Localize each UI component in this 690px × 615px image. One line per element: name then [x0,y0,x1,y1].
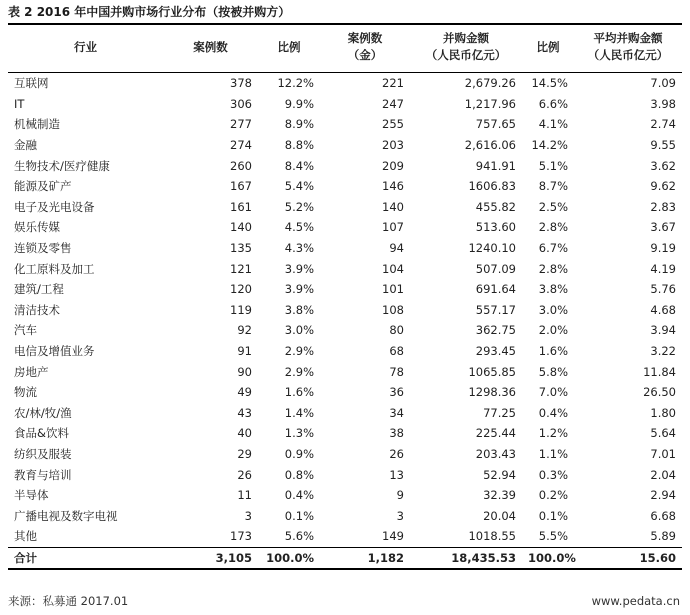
cell-disclosed-count: 255 [382,117,404,132]
cell-amount: 2,616.06 [464,138,516,153]
cell-amount: 557.17 [475,302,516,317]
cell-industry: 广播电视及数字电视 [14,508,118,523]
cell-disclosed-count: 247 [382,96,404,111]
header-disclosed-line2: （金） [347,48,383,62]
cell-case-ratio: 1.4% [284,405,314,420]
cell-case-count: 260 [230,158,252,173]
cell-case-ratio: 5.6% [284,529,314,544]
cell-case-count: 167 [230,179,252,194]
cell-disclosed-count: 78 [389,364,404,379]
cell-disclosed-count: 26 [389,446,404,461]
cell-case-ratio: 8.9% [284,117,314,132]
cell-amount: 1298.36 [468,385,516,400]
cell-average: 2.04 [650,467,676,482]
cell-disclosed-count: 149 [382,529,404,544]
cell-industry: 纺织及服装 [14,446,72,461]
total-cases: 3,105 [163,547,258,569]
table-row [8,197,682,218]
table-row [8,114,682,135]
total-amount-ratio: 100.0% [522,547,574,569]
cell-disclosed-count: 38 [389,426,404,441]
cell-disclosed-count: 146 [382,179,404,194]
total-amount: 18,435.53 [410,547,522,569]
cell-case-count: 49 [237,385,252,400]
header-disclosed-count [320,24,410,73]
table-row [8,73,682,94]
cell-case-count: 119 [230,302,252,317]
cell-average: 5.76 [650,282,676,297]
cell-amount: 20.04 [483,508,516,523]
table-body [8,73,682,548]
cell-amount-ratio: 5.5% [538,529,568,544]
cell-industry: 建筑/工程 [14,282,64,297]
cell-case-ratio: 9.9% [284,96,314,111]
cell-industry: 物流 [14,385,37,400]
cell-average: 6.68 [650,508,676,523]
cell-case-count: 26 [237,467,252,482]
cell-case-count: 3 [244,508,252,523]
cell-amount-ratio: 0.3% [538,467,568,482]
cell-disclosed-count: 13 [389,467,404,482]
table-header [8,24,682,73]
cell-case-ratio: 3.9% [284,261,314,276]
cell-amount-ratio: 2.8% [538,220,568,235]
table-footer [8,547,682,569]
cell-disclosed-count: 68 [389,344,404,359]
cell-case-ratio: 5.4% [284,179,314,194]
cell-amount-ratio: 8.7% [538,179,568,194]
cell-amount-ratio: 14.2% [531,138,568,153]
cell-amount: 1065.85 [468,364,516,379]
cell-case-count: 29 [237,446,252,461]
cell-industry: IT [14,96,25,111]
cell-case-ratio: 3.9% [284,282,314,297]
cell-case-ratio: 8.8% [284,138,314,153]
cell-disclosed-count: 221 [382,76,404,91]
cell-industry: 娱乐传媒 [14,220,60,235]
header-amount [410,24,522,73]
cell-disclosed-count: 140 [382,199,404,214]
cell-industry: 生物技术/医疗健康 [14,158,110,173]
cell-case-ratio: 0.4% [284,488,314,503]
cell-amount-ratio: 5.8% [538,364,568,379]
cell-amount: 203.43 [475,446,516,461]
table-title: 表 2 2016 年中国并购市场行业分布（按被并购方） [8,5,291,19]
cell-disclosed-count: 9 [396,488,404,503]
cell-industry: 汽车 [14,323,37,338]
cell-disclosed-count: 3 [396,508,404,523]
cell-amount: 941.91 [475,158,516,173]
cell-disclosed-count: 101 [382,282,404,297]
total-disclosed: 1,182 [320,547,410,569]
table-row [8,238,682,259]
cell-industry: 连锁及零售 [14,241,72,256]
cell-amount: 52.94 [483,467,516,482]
table-row [8,279,682,300]
cell-disclosed-count: 80 [389,323,404,338]
cell-amount: 1240.10 [468,241,516,256]
cell-industry: 能源及矿产 [14,179,72,194]
cell-case-ratio: 2.9% [284,344,314,359]
cell-amount: 691.64 [475,282,516,297]
cell-average: 5.64 [650,426,676,441]
cell-case-count: 43 [237,405,252,420]
total-case-ratio: 100.0% [258,547,320,569]
table-row [8,217,682,238]
cell-industry: 食品&饮料 [14,426,69,441]
cell-average: 11.84 [643,364,676,379]
cell-amount: 1018.55 [468,529,516,544]
cell-amount: 1,217.96 [464,96,516,111]
table-row [8,176,682,197]
cell-amount-ratio: 2.5% [538,199,568,214]
table-row [8,382,682,403]
cell-case-ratio: 4.5% [284,220,314,235]
cell-amount: 77.25 [483,405,516,420]
cell-average: 1.80 [650,405,676,420]
industry-distribution-table [8,23,682,570]
cell-average: 26.50 [643,385,676,400]
cell-case-count: 92 [237,323,252,338]
header-disclosed-line1: 案例数 [347,31,383,45]
cell-average: 9.55 [650,138,676,153]
cell-industry: 其他 [14,529,37,544]
header-row [8,24,682,73]
cell-average: 4.68 [650,302,676,317]
table-row [8,341,682,362]
table-row [8,300,682,321]
cell-amount: 293.45 [475,344,516,359]
table-row [8,258,682,279]
cell-amount-ratio: 2.0% [538,323,568,338]
cell-average: 7.01 [650,446,676,461]
cell-case-count: 161 [230,199,252,214]
header-case-count: 案例数 [163,24,258,73]
cell-amount: 757.65 [475,117,516,132]
cell-industry: 机械制造 [14,117,60,132]
cell-amount: 1606.83 [468,179,516,194]
cell-case-ratio: 1.6% [284,385,314,400]
cell-case-ratio: 12.2% [277,76,314,91]
cell-average: 3.62 [650,158,676,173]
cell-average: 3.94 [650,323,676,338]
cell-amount: 225.44 [475,426,516,441]
cell-case-count: 121 [230,261,252,276]
cell-average: 3.22 [650,344,676,359]
cell-amount: 513.60 [475,220,516,235]
cell-industry: 半导体 [14,488,49,503]
cell-case-ratio: 0.1% [284,508,314,523]
table-row [8,361,682,382]
cell-amount-ratio: 6.6% [538,96,568,111]
cell-case-count: 306 [230,96,252,111]
cell-amount: 455.82 [475,199,516,214]
cell-case-ratio: 3.8% [284,302,314,317]
cell-average: 3.98 [650,96,676,111]
cell-case-ratio: 2.9% [284,364,314,379]
cell-average: 4.19 [650,261,676,276]
total-row [8,547,682,569]
cell-case-ratio: 8.4% [284,158,314,173]
cell-industry: 农/林/牧/渔 [14,405,72,420]
cell-amount: 362.75 [475,323,516,338]
table-row [8,464,682,485]
table-row [8,444,682,465]
header-amount-ratio: 比例 [522,24,574,73]
cell-industry: 电信及增值业务 [14,344,95,359]
cell-industry: 清洁技术 [14,302,60,317]
cell-disclosed-count: 203 [382,138,404,153]
cell-average: 2.94 [650,488,676,503]
cell-industry: 房地产 [14,364,49,379]
header-average [574,24,682,73]
cell-amount-ratio: 0.2% [538,488,568,503]
cell-case-count: 120 [230,282,252,297]
cell-average: 2.74 [650,117,676,132]
cell-amount-ratio: 14.5% [531,76,568,91]
table-row [8,423,682,444]
total-average: 15.60 [574,547,682,569]
cell-industry: 教育与培训 [14,467,72,482]
table-row [8,526,682,547]
cell-amount: 2,679.26 [464,76,516,91]
cell-amount-ratio: 3.8% [538,282,568,297]
cell-case-count: 90 [237,364,252,379]
cell-amount-ratio: 1.1% [538,446,568,461]
cell-industry: 互联网 [14,76,49,91]
cell-case-ratio: 3.0% [284,323,314,338]
cell-case-ratio: 5.2% [284,199,314,214]
cell-disclosed-count: 104 [382,261,404,276]
cell-amount: 507.09 [475,261,516,276]
table-row [8,135,682,156]
cell-average: 3.67 [650,220,676,235]
cell-disclosed-count: 36 [389,385,404,400]
cell-amount-ratio: 7.0% [538,385,568,400]
cell-industry: 化工原料及加工 [14,261,95,276]
cell-case-count: 173 [230,529,252,544]
cell-average: 9.19 [650,241,676,256]
total-name: 合计 [8,547,163,569]
cell-average: 7.09 [650,76,676,91]
cell-average: 5.89 [650,529,676,544]
header-average-line2: （人民币亿元） [587,48,669,62]
table-row [8,94,682,115]
cell-case-ratio: 4.3% [284,241,314,256]
cell-case-count: 277 [230,117,252,132]
cell-case-count: 140 [230,220,252,235]
header-amount-line1: 并购金额 [443,31,489,45]
cell-case-ratio: 1.3% [284,426,314,441]
table-row [8,485,682,506]
cell-industry: 电子及光电设备 [14,199,95,214]
cell-average: 2.83 [650,199,676,214]
cell-amount-ratio: 5.1% [538,158,568,173]
cell-amount-ratio: 2.8% [538,261,568,276]
cell-amount-ratio: 1.2% [538,426,568,441]
cell-disclosed-count: 209 [382,158,404,173]
source-url: www.pedata.cn [591,594,680,608]
cell-amount: 32.39 [483,488,516,503]
header-case-ratio: 比例 [258,24,320,73]
cell-disclosed-count: 108 [382,302,404,317]
cell-average: 9.62 [650,179,676,194]
cell-amount-ratio: 4.1% [538,117,568,132]
cell-disclosed-count: 107 [382,220,404,235]
cell-case-count: 91 [237,344,252,359]
cell-amount-ratio: 3.0% [538,302,568,317]
cell-disclosed-count: 94 [389,241,404,256]
cell-amount-ratio: 0.1% [538,508,568,523]
cell-industry: 金融 [14,138,37,153]
cell-case-count: 40 [237,426,252,441]
cell-amount-ratio: 1.6% [538,344,568,359]
cell-case-count: 135 [230,241,252,256]
table-row [8,320,682,341]
cell-case-ratio: 0.8% [284,467,314,482]
cell-disclosed-count: 34 [389,405,404,420]
header-industry: 行业 [8,24,163,73]
cell-case-count: 274 [230,138,252,153]
table-row [8,505,682,526]
table-row [8,155,682,176]
cell-case-count: 378 [230,76,252,91]
header-amount-line2: （人民币亿元） [425,48,507,62]
source-note: 来源：私募通 2017.01 [8,594,129,608]
cell-case-ratio: 0.9% [284,446,314,461]
header-average-line1: 平均并购金额 [593,31,663,45]
cell-amount-ratio: 0.4% [538,405,568,420]
table-row [8,403,682,424]
cell-amount-ratio: 6.7% [538,241,568,256]
cell-case-count: 11 [237,488,252,503]
